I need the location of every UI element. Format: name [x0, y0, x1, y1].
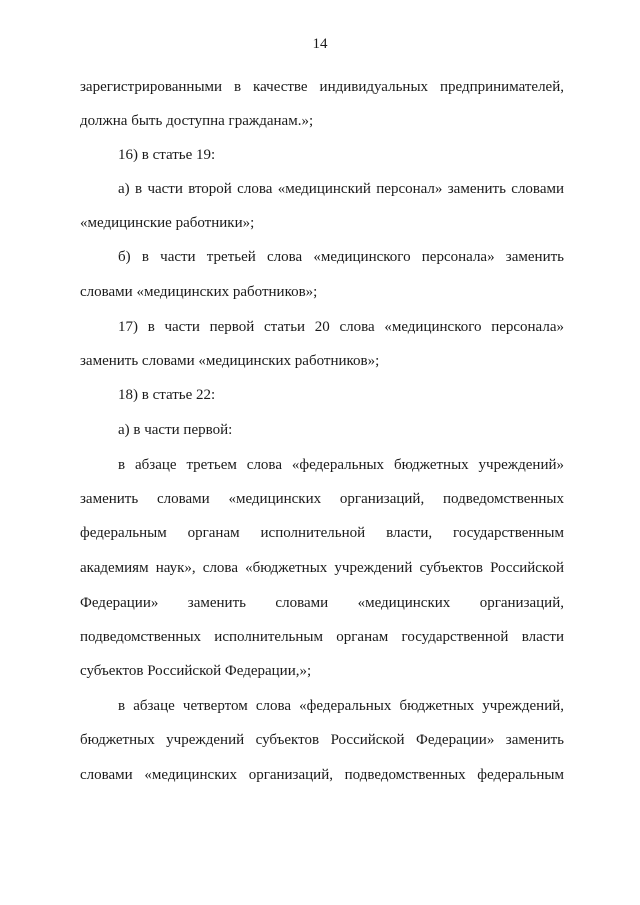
text-line: 17) в части первой статьи 20 слова «медицинского персонала» — [118, 319, 564, 335]
list-item-heading: а) в части первой: — [118, 422, 233, 438]
text-line: а) в части второй слова «медицинский персонал» заменить словами — [118, 181, 564, 197]
text-line: субъектов Российской Федерации,»; — [80, 663, 312, 679]
text-line: бюджетных учреждений субъектов Российской Федерации» заменить — [80, 732, 564, 748]
text-line: зарегистрированными в качестве индивидуальных предпринимателей, — [80, 79, 564, 95]
text-line: Федерации» заменить словами «медицинских организаций, — [80, 595, 564, 611]
text-line: заменить словами «медицинских работников»; — [80, 353, 380, 369]
text-line: федеральным органам исполнительной власти, государственным — [80, 525, 564, 541]
text-line: заменить словами «медицинских организаций, подведомственных — [80, 491, 564, 507]
text-line: должна быть доступна гражданам.»; — [80, 113, 314, 129]
text-line: подведомственных исполнительным органам государственной власти — [80, 629, 564, 645]
text-line: в абзаце третьем слова «федеральных бюджетных учреждений» — [118, 457, 564, 473]
text-line: академиям наук», слова «бюджетных учреждений субъектов Российской — [80, 560, 564, 576]
list-item-heading: 18) в статье 22: — [118, 387, 216, 403]
text-line: б) в части третьей слова «медицинского персонала» заменить — [118, 249, 564, 265]
text-line: словами «медицинских организаций, подведомственных федеральным — [80, 767, 564, 783]
text-line: словами «медицинских работников»; — [80, 284, 318, 300]
page-number: 14 — [312, 36, 328, 52]
text-line: «медицинские работники»; — [80, 215, 255, 231]
list-item-heading: 16) в статье 19: — [118, 147, 216, 163]
text-line: в абзаце четвертом слова «федеральных бюджетных учреждений, — [118, 698, 564, 714]
